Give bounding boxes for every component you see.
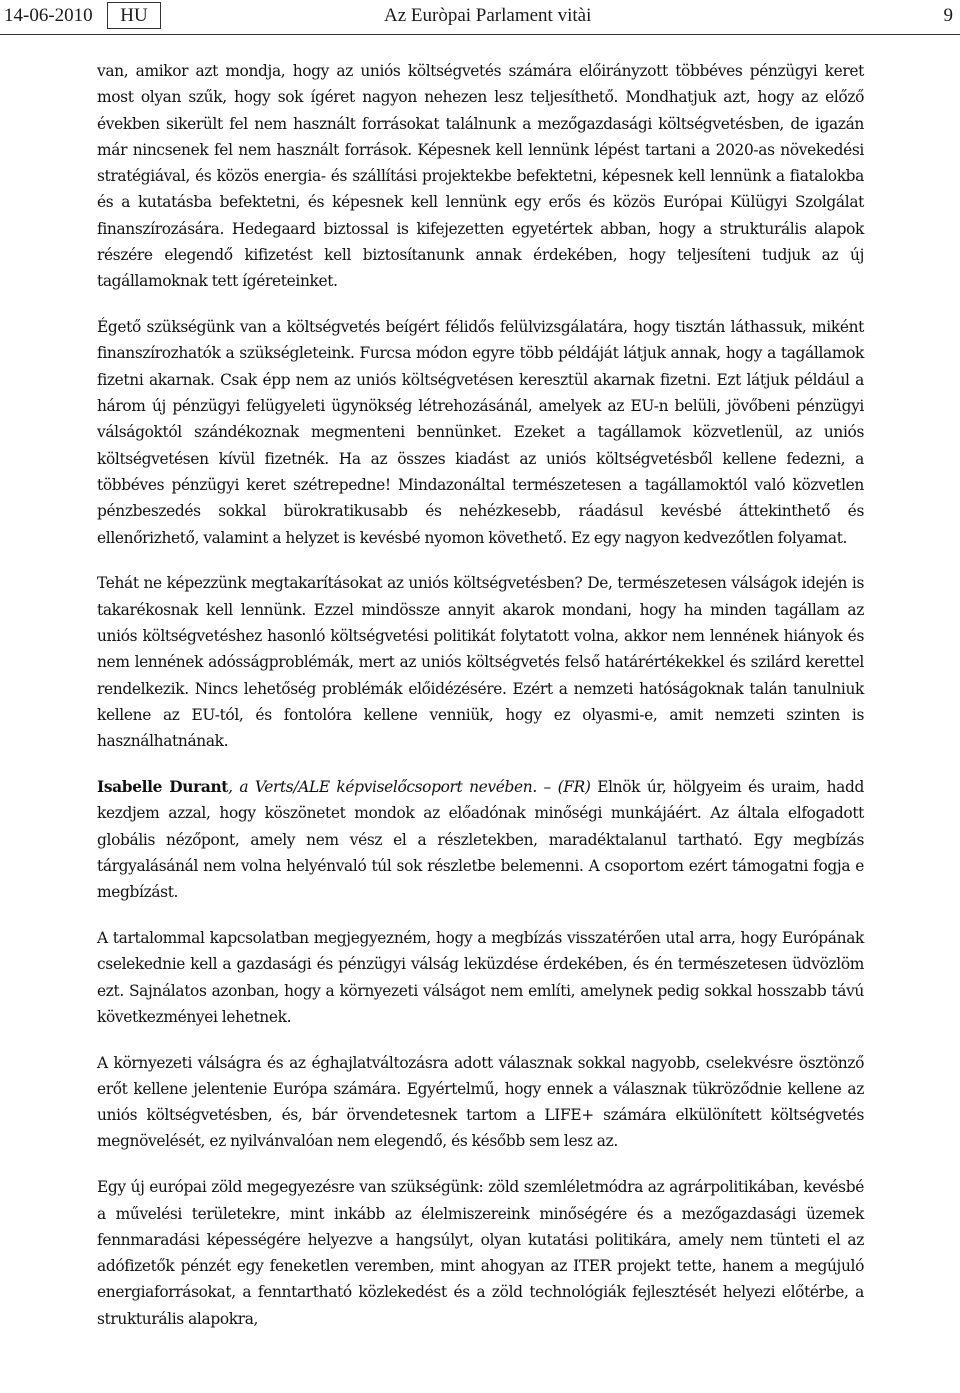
language-code-box: HU — [107, 2, 161, 29]
paragraph-4-text: Elnök úr, hölgyeim és uraim, hadd kezdjem azzal, hogy köszönetet mondok az előadónak minőségi munkájáért. Az általa elfogadott globális nézőpont, amely nem vész el a részletekben, maradéktalanul tartható. Egy megbízás tárgyalásánál nem volna helyénvaló túl sok részletbe belemenni. A csoportom ezért támogatni fogja e megbízást. — [97, 777, 864, 902]
paragraph-6: A környezeti válságra és az éghajlatváltozásra adott válasznak sokkal nagyobb, cselekvésre ösztönző erőt kellene jelentenie Európa számára. Egyértelmű, hogy ennek a válasznak tükröződnie kellene az uniós költségvetésben, és, bár örvendetesnek tartom a LIFE+ számára elkülönített költségvetés megnövelését, ez nyilvánvalóan nem elegendő, és később sem lesz az. — [97, 1053, 864, 1151]
page-header — [0, 0, 960, 35]
paragraph-1: van, amikor azt mondja, hogy az uniós költségvetés számára előirányzott többéves pénzügyi keret most olyan szűk, hogy sok ígéret nagyon nehezen lesz teljesíthető. Mondhatjuk azt, hogy az előző években sikerült fel nem használt forrásokat találnunk a mezőgazdasági költségvetésben, de igazán már nincsenek fel nem használt források. Képesnek kell lennünk lépést tartani a 2020-as növekedési stratégiával, és közös energia- és szállítási projektekbe befektetni, képesnek kell lennünk a fiatalokba és a kutatásba befektetni, és képesnek kell lennünk egy erős és közös Európai Külügyi Szolgálat finanszírozására. Hedegaard biztossal is kifejezetten egyetértek abban, hogy a strukturális alapok részére elegendő kifizetést kell biztosítanunk annak érdekében, hogy teljesíteni tudjuk az új tagállamoknak tett ígéreteinket. — [97, 62, 864, 291]
page-number: 9 — [943, 5, 953, 26]
paragraph-2: Égető szükségünk van a költségvetés beígért félidős felülvizsgálatára, hogy tisztán láthassuk, miként finanszírozhatók a szükségleteink. Furcsa módon egyre több példáját látjuk annak, hogy a tagállamok fizetni akarnak. Csak épp nem az uniós költségvetésen keresztül akarnak fizetni. Ezt látjuk például a három új pénzügyi felügyeleti ügynökség létrehozásánál, amelyek az EU-n belüli, jövőbeni pénzügyi válságoktól szándékoznak megmenteni bennünket. Ezeket a tagállamok közvetlenül, az uniós költségvetésen kívül fizetnék. Ha az összes kiadást az uniós költségvetésből kellene fedezni, a többéves pénzügyi keret szétrepedne! Mindazonáltal természetesen a tagállamoktól való közvetlen pénzbeszedés sokkal bürokratikusabb és nehézkesebb, ráadásul kevésbé áttekinthető és ellenőrizhető, valamint a helyzet is kevésbé nyomon követhető. Ez egy nagyon kedvezőtlen folyamat. — [97, 318, 864, 547]
header-title: Az Euròpai Parlament vitài — [384, 5, 592, 26]
paragraph-7: Egy új európai zöld megegyezésre van szükségünk: zöld szemléletmódra az agrárpolitikában, kevésbé a művelési területekre, mint inkább az élelmiszereink minőségére és a mezőgazdasági üzemek fennmaradási képességére helyezve a hangsúlyt, olyan kutatási politikára, amely nem tünteti el az adófizetők pénzét egy feneketlen veremben, mint ahogyan az ITER projekt tette, hanem a megújuló energiaforrásokat, a fenntartható közlekedést és a zöld technológiák fejlesztését helyezi előtérbe, a strukturális alapokra, — [97, 1178, 864, 1328]
paragraph-4 — [97, 774, 864, 905]
header-date: 14-06-2010 — [4, 5, 93, 26]
document-body — [97, 58, 864, 1352]
speaker-name: Isabelle Durant — [97, 777, 229, 796]
paragraph-5: A tartalommal kapcsolatban megjegyezném, hogy a megbízás visszatérően utal arra, hogy Európának cselekednie kell a gazdasági és pénzügyi válság leküzdése érdekében, és én természetesen üdvözlöm ezt. Sajnálatos azonban, hogy a környezeti válságot nem említi, amelynek pedig sokkal hosszabb távú következményei lehetnek. — [97, 928, 864, 1026]
speaker-role: , a Verts/ALE képviselőcsoport nevében. – (FR) — [228, 777, 591, 796]
paragraph-3: Tehát ne képezzünk megtakarításokat az uniós költségvetésben? De, természetesen válságok idején is takarékosnak kell lennünk. Ezzel mindössze annyit akarok mondani, hogy ha minden tagállam az uniós költségvetéshez hasonló költségvetési politikát folytatott volna, akkor nem lennének hiányok és nem lennének adósságproblémák, mert az uniós költségvetés felső határértékekkel és szilárd kerettel rendelkezik. Nincs lehetőség problémák előidézésére. Ezért a nemzeti hatóságoknak talán tanulniuk kellene az EU-tól, és fontolóra kellene venniük, hogy ez olyasmi-e, amit nemzeti szinten is használhatnának. — [97, 574, 864, 751]
